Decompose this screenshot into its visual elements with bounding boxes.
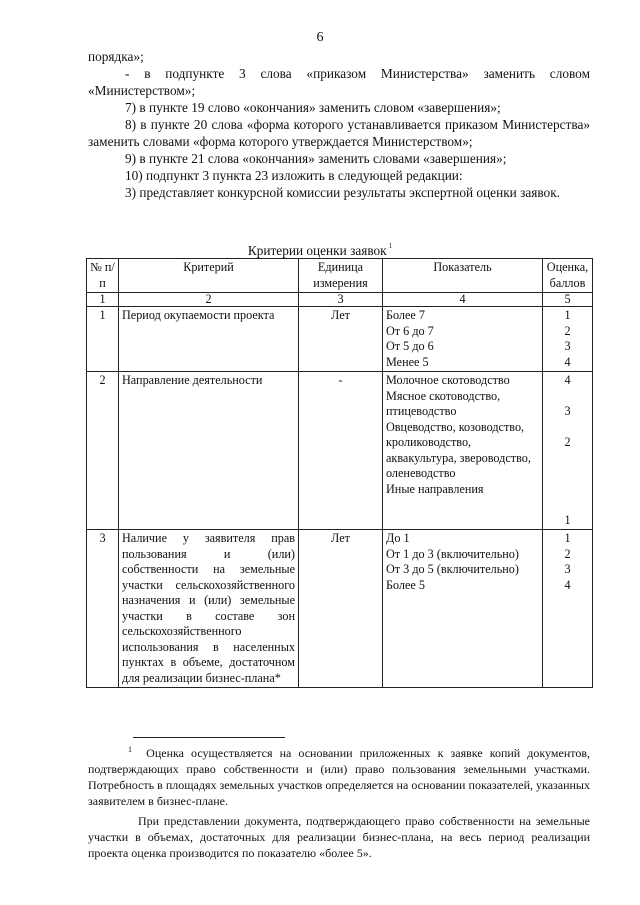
row-indicators [383,372,543,530]
column-number: 1 [87,293,119,307]
score: 1 [564,512,571,527]
paragraph-6: 10) подпункт 3 пункта 23 изложить в следующей редакции: [125,168,463,183]
score: 3 [564,339,571,353]
table-row [87,307,593,372]
indicator: От 5 до 6 [386,339,434,353]
table-title [0,243,640,259]
table-header-row [87,259,593,293]
column-number: 2 [119,293,299,307]
score: 2 [564,546,571,561]
criteria-table [86,258,593,688]
indicator: От 6 до 7 [386,323,434,338]
indicator: От 1 до 3 (включительно) [386,546,519,561]
header-unit: Единица измерения [299,259,383,293]
footnote-2 [88,813,590,861]
column-number: 4 [383,293,543,307]
score: 3 [564,404,571,418]
row-unit: Лет [299,530,383,688]
paragraph-3: 7) в пункте 19 слово «окончания» заменить словом «завершения»; [125,100,501,115]
paragraph-1: порядка»; [88,49,144,64]
row-scores [543,307,593,372]
header-indicator: Показатель [383,259,543,293]
row-criterion: Направление деятельности [119,372,299,530]
row-unit: - [299,372,383,530]
indicator: Менее 5 [386,354,429,369]
indicator: От 3 до 5 (включительно) [386,562,519,576]
row-num: 3 [87,530,119,688]
row-num: 2 [87,372,119,530]
table-row [87,530,593,688]
header-criterion: Критерий [119,259,299,293]
header-score: Оценка, баллов [543,259,593,293]
footnote-mark: 1 [128,745,132,754]
indicator: Молочное скотоводство [386,373,510,387]
indicator: Овцеводство, козоводство, кролиководство, аквакультура, звероводство, оленеводство [386,419,531,480]
row-indicators [383,307,543,372]
footnote-text-1: Оценка осуществляется на основании приложенных к заявке копий документов, подтверждающих право собственности и (или) право пользования земельными участками. Потребность в площадях земельных участков определяется на основании показателей, указанных заявителем в бизнес-плане. [88,746,590,808]
column-number: 5 [543,293,593,307]
footnote-text-2: При представлении документа, подтверждающего право собственности на земельные участки в объемах, достаточных для реализации бизнес-плана, на весь период реализации проекта оценка производится по показателю «более 5». [88,814,590,860]
table-row [87,372,593,530]
indicator: Более 5 [386,577,425,592]
footnote-separator [133,737,285,738]
score: 1 [564,531,571,545]
paragraph-2: - в подпункте 3 слова «приказом Министерства» заменить словом «Министерством»; [88,66,590,98]
indicator: Иные направления [386,481,484,496]
footnote-1 [88,742,590,809]
table-title-footnote-mark: 1 [388,241,393,250]
indicator: До 1 [386,531,410,545]
row-indicators [383,530,543,688]
row-criterion: Период окупаемости проекта [119,307,299,372]
indicator: Более 7 [386,308,425,322]
indicator: Мясное скотоводство, птицеводство [386,388,501,418]
page-number: 6 [316,30,324,45]
score: 4 [564,373,571,387]
row-scores [543,530,593,688]
score: 4 [564,577,571,592]
header-num: № п/п [87,259,119,293]
table-title-text: Критерии оценки заявок [247,243,387,258]
column-number-row [87,293,593,307]
row-num: 1 [87,307,119,372]
row-criterion: Наличие у заявителя прав пользования и (или) собственности на земельные участки сельскохозяйственного назначения и (или) земельные участки в составе зон сельскохозяйственного использования в населенных пунктах в объеме, достаточном для реализации бизнес-плана* [119,530,299,688]
paragraph-4: 8) в пункте 20 слова «форма которого устанавливается приказом Министерства» заменить словами «форма которого утверждается Министерством»; [88,117,590,149]
score: 2 [564,435,571,449]
column-number: 3 [299,293,383,307]
score: 3 [564,562,571,576]
score: 2 [564,323,571,338]
row-scores [543,372,593,530]
body-text [88,48,590,201]
row-unit: Лет [299,307,383,372]
score: 4 [564,354,571,369]
paragraph-7: 3) представляет конкурсной комиссии результаты экспертной оценки заявок. [125,185,560,200]
score: 1 [564,308,571,322]
paragraph-5: 9) в пункте 21 слова «окончания» заменить словами «завершения»; [125,151,507,166]
